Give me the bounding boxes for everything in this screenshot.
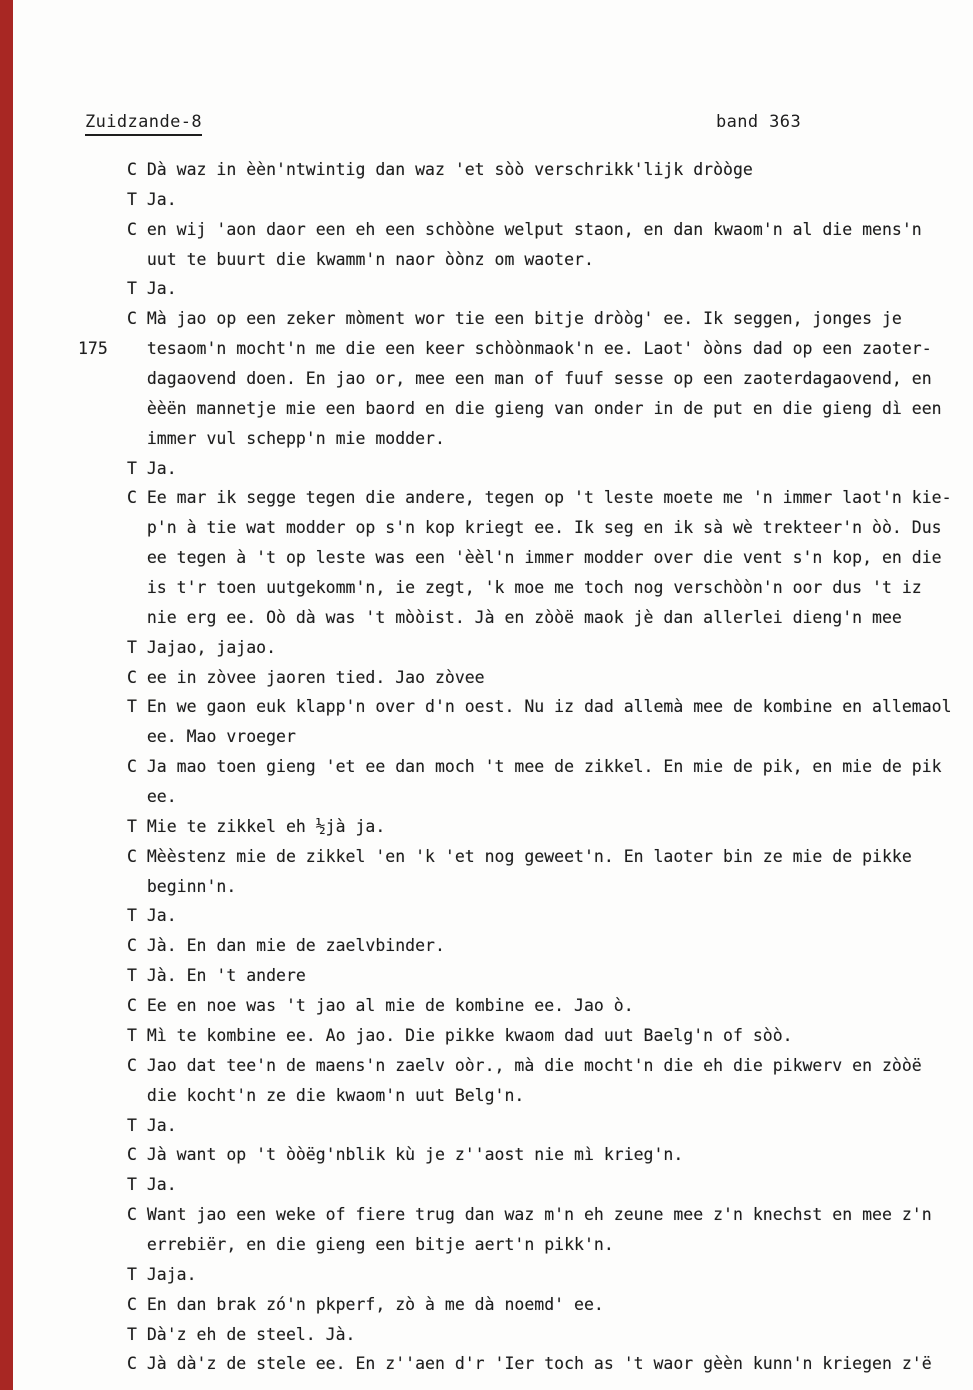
transcript-line xyxy=(0,931,973,961)
speaker-line-text: C Jà. En dan mie de zaelvbinder. xyxy=(127,936,445,956)
transcript-line xyxy=(0,1230,973,1260)
margin-line-number: 175 xyxy=(78,339,108,359)
transcript-line xyxy=(0,842,973,872)
speaker-line-text: C Jà dà'z de stele ee. En z''aen d'r 'Ier toch as 't waor gèèn kunn'n kriegen z'ë xyxy=(127,1354,932,1374)
continuation-line-text: p'n à tie wat modder op s'n kop kriegt ee. Ik seg en ik sà wè trekteer'n òò. Dus xyxy=(127,518,942,538)
continuation-line-text: dagaovend doen. En jao or, mee een man of fuuf sesse op een zaoterdagaovend, en xyxy=(127,369,932,389)
speaker-line-text: C Jao dat tee'n de maens'n zaelv oòr., mà die mocht'n die eh die pikwerv en zòòë xyxy=(127,1055,922,1075)
speaker-line-text: C Want jao een weke of fiere trug dan waz m'n eh zeune mee z'n knechst en mee z'n xyxy=(127,1205,932,1225)
transcript-line xyxy=(0,1081,973,1111)
speaker-line-text: C Dà waz in èèn'ntwintig dan waz 'et sòò verschrikk'lijk dròòge xyxy=(127,160,753,179)
transcript-line xyxy=(0,901,973,931)
transcript-line xyxy=(0,274,973,304)
transcript-line xyxy=(0,991,973,1021)
continuation-line-text: èèën mannetje mie een baord en die gieng van onder in de put en die gieng dì een xyxy=(127,398,942,418)
continuation-line-text: beginn'n. xyxy=(127,876,237,896)
transcript-line xyxy=(0,663,973,693)
page-header xyxy=(0,112,973,138)
continuation-line-text: ee tegen à 't op leste was een 'èèl'n immer modder over die vent s'n kop, en die xyxy=(127,548,942,568)
transcript-line xyxy=(0,573,973,603)
continuation-line-text: immer vul schepp'n mie modder. xyxy=(127,428,445,448)
transcript-line xyxy=(0,1111,973,1141)
transcript-line xyxy=(0,454,973,484)
speaker-line-text: C Ja mao toen gieng 'et ee dan moch 't mee de zikkel. En mie de pik, en mie de pik xyxy=(127,757,942,777)
speaker-line-text: T Jajao, jajao. xyxy=(127,637,277,657)
transcript-line xyxy=(0,1140,973,1170)
speaker-line-text: T Jà. En 't andere xyxy=(127,966,306,986)
speaker-line-text: T Dà'z eh de steel. Jà. xyxy=(127,1324,356,1344)
speaker-line-text: T Ja. xyxy=(127,906,177,926)
transcript-line xyxy=(0,364,973,394)
transcript-line xyxy=(0,155,973,185)
transcript-line xyxy=(0,304,973,334)
band-label: band 363 xyxy=(716,112,802,132)
document-title: Zuidzande-8 xyxy=(85,112,202,136)
transcript-line xyxy=(0,1170,973,1200)
transcript-line xyxy=(0,782,973,812)
speaker-line-text: T Mie te zikkel eh ½jà ja. xyxy=(127,816,386,836)
transcript-line xyxy=(0,961,973,991)
transcript-line xyxy=(0,245,973,275)
transcript-line xyxy=(0,633,973,663)
continuation-line-text: ee. Mao vroeger xyxy=(127,727,296,747)
speaker-line-text: C Ee mar ik segge tegen die andere, tegen op 't leste moete me 'n immer laot'n kie- xyxy=(127,488,952,508)
speaker-line-text: C Mèèstenz mie de zikkel 'en 'k 'et nog geweet'n. En laoter bin ze mie de pikke xyxy=(127,846,912,866)
transcript xyxy=(0,155,973,1379)
transcript-line xyxy=(0,692,973,722)
continuation-line-text: tesaom'n mocht'n me die een keer schòònmaok'n ee. Laot' òòns dad op een zaoter- xyxy=(127,339,932,359)
continuation-line-text: is t'r toen uutgekomm'n, ie zegt, 'k moe me toch nog verschòòn'n oor dus 't iz xyxy=(127,578,922,598)
transcript-line xyxy=(0,1051,973,1081)
transcript-line xyxy=(0,424,973,454)
speaker-line-text: C en wij 'aon daor een eh een schòòne welput staon, en dan kwaom'n al die mens'n xyxy=(127,219,922,239)
transcript-line xyxy=(0,1200,973,1230)
speaker-line-text: T Ja. xyxy=(127,1115,177,1135)
speaker-line-text: T Ja. xyxy=(127,1175,177,1195)
speaker-line-text: T Ja. xyxy=(127,279,177,299)
continuation-line-text: errebiër, en die gieng een bitje aert'n pikk'n. xyxy=(127,1234,614,1254)
transcript-line xyxy=(0,1290,973,1320)
transcript-line xyxy=(0,603,973,633)
transcript-line xyxy=(0,185,973,215)
transcript-line xyxy=(0,812,973,842)
speaker-line-text: C ee in zòvee jaoren tied. Jao zòvee xyxy=(127,667,485,687)
speaker-line-text: C Mà jao op een zeker mòment wor tie een bitje dròòg' ee. Ik seggen, jonges je xyxy=(127,309,902,329)
transcript-line xyxy=(0,1349,973,1379)
transcript-line xyxy=(0,872,973,902)
transcript-line xyxy=(0,722,973,752)
speaker-line-text: T Ja. xyxy=(127,458,177,478)
continuation-line-text: ee. xyxy=(127,787,177,807)
speaker-line-text: T Ja. xyxy=(127,189,177,209)
transcript-line xyxy=(0,394,973,424)
transcript-line xyxy=(0,543,973,573)
speaker-line-text: T Jaja. xyxy=(127,1264,197,1284)
transcript-line xyxy=(0,513,973,543)
transcript-line xyxy=(0,483,973,513)
speaker-line-text: C Jà want op 't òòëg'nblik kù je z''aost nie mì krieg'n. xyxy=(127,1145,684,1165)
speaker-line-text: T En we gaon euk klapp'n over d'n oest. Nu iz dad allemà mee de kombine en allemaol xyxy=(127,697,952,717)
transcript-line xyxy=(0,1260,973,1290)
transcript-line xyxy=(0,334,973,364)
speaker-line-text: T Mì te kombine ee. Ao jao. Die pikke kwaom dad uut Baelg'n of sòò. xyxy=(127,1025,793,1045)
continuation-line-text: die kocht'n ze die kwaom'n uut Belg'n. xyxy=(127,1085,525,1105)
transcript-line xyxy=(0,1320,973,1350)
continuation-line-text: nie erg ee. Oò dà was 't mòòist. Jà en zòòë maok jè dan allerlei dieng'n mee xyxy=(127,607,902,627)
transcript-line xyxy=(0,1021,973,1051)
transcript-line xyxy=(0,752,973,782)
transcript-line xyxy=(0,215,973,245)
continuation-line-text: uut te buurt die kwamm'n naor òònz om waoter. xyxy=(127,249,594,269)
speaker-line-text: C En dan brak zó'n pkperf, zò à me dà noemd' ee. xyxy=(127,1294,604,1314)
speaker-line-text: C Ee en noe was 't jao al mie de kombine ee. Jao ò. xyxy=(127,996,634,1016)
